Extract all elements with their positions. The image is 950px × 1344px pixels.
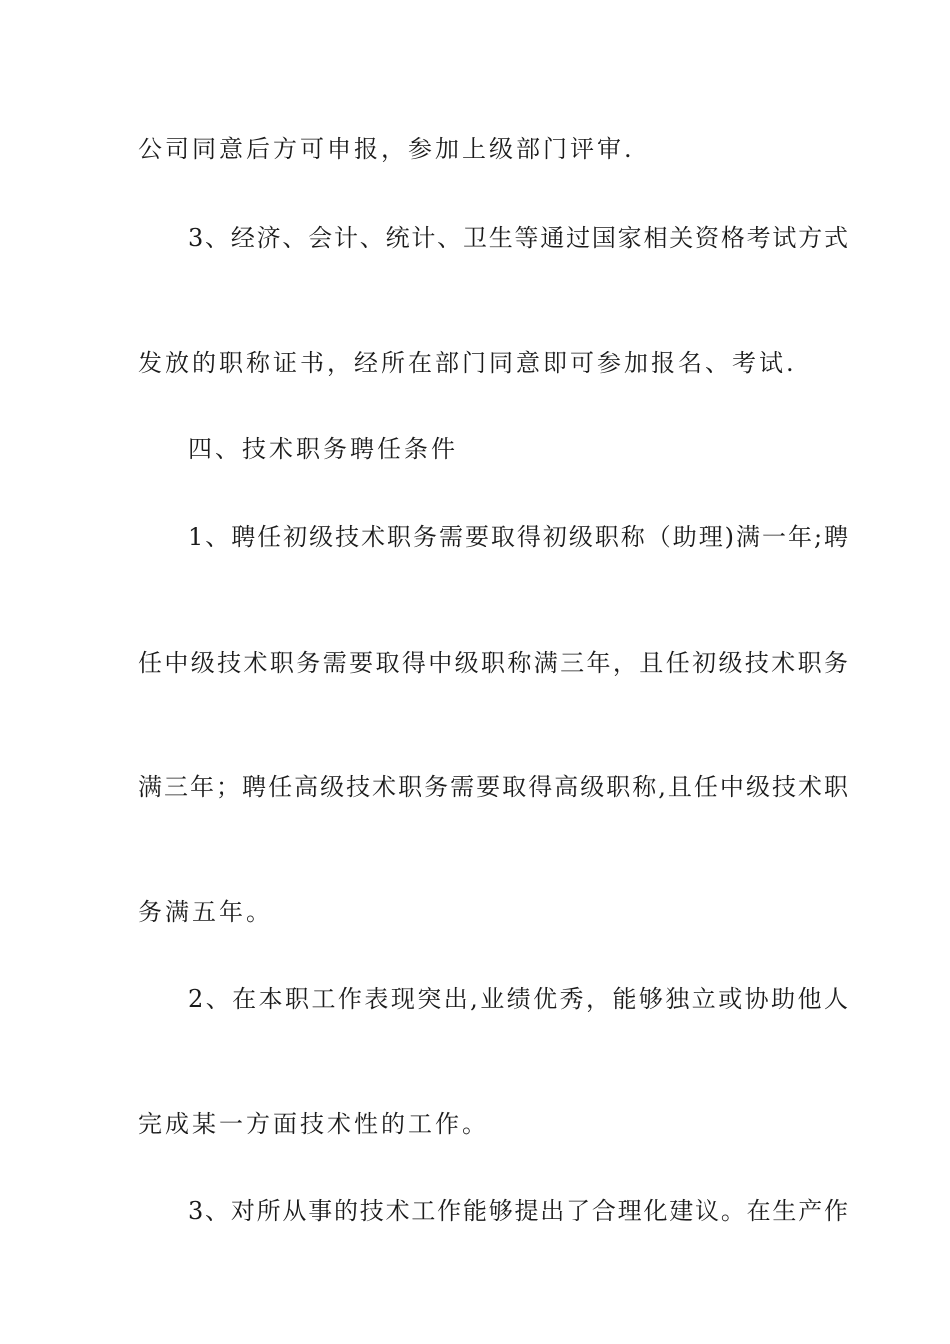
paragraph-line: 完成某一方面技术性的工作。 — [138, 1110, 489, 1138]
paragraph-line: 3、对所从事的技术工作能够提出了合理化建议。在生产作 — [188, 1197, 848, 1225]
paragraph-line: 发放的职称证书，经所在部门同意即可参加报名、考试. — [138, 349, 797, 377]
paragraph-line: 2、在本职工作表现突出,业绩优秀，能够独立或协助他人 — [188, 985, 848, 1013]
paragraph-line: 务满五年。 — [138, 898, 273, 926]
paragraph-line: 3、经济、会计、统计、卫生等通过国家相关资格考试方式 — [188, 224, 848, 252]
paragraph-line: 1、聘任初级技术职务需要取得初级职称（助理)满一年;聘 — [188, 523, 848, 551]
paragraph-line: 任中级技术职务需要取得中级职称满三年，且任初级技术职务 — [138, 649, 848, 677]
section-heading: 四、技术职务聘任条件 — [188, 435, 458, 463]
paragraph-line: 公司同意后方可申报，参加上级部门评审. — [138, 135, 635, 163]
paragraph-line: 满三年；聘任高级技术职务需要取得高级职称,且任中级技术职 — [138, 773, 848, 801]
